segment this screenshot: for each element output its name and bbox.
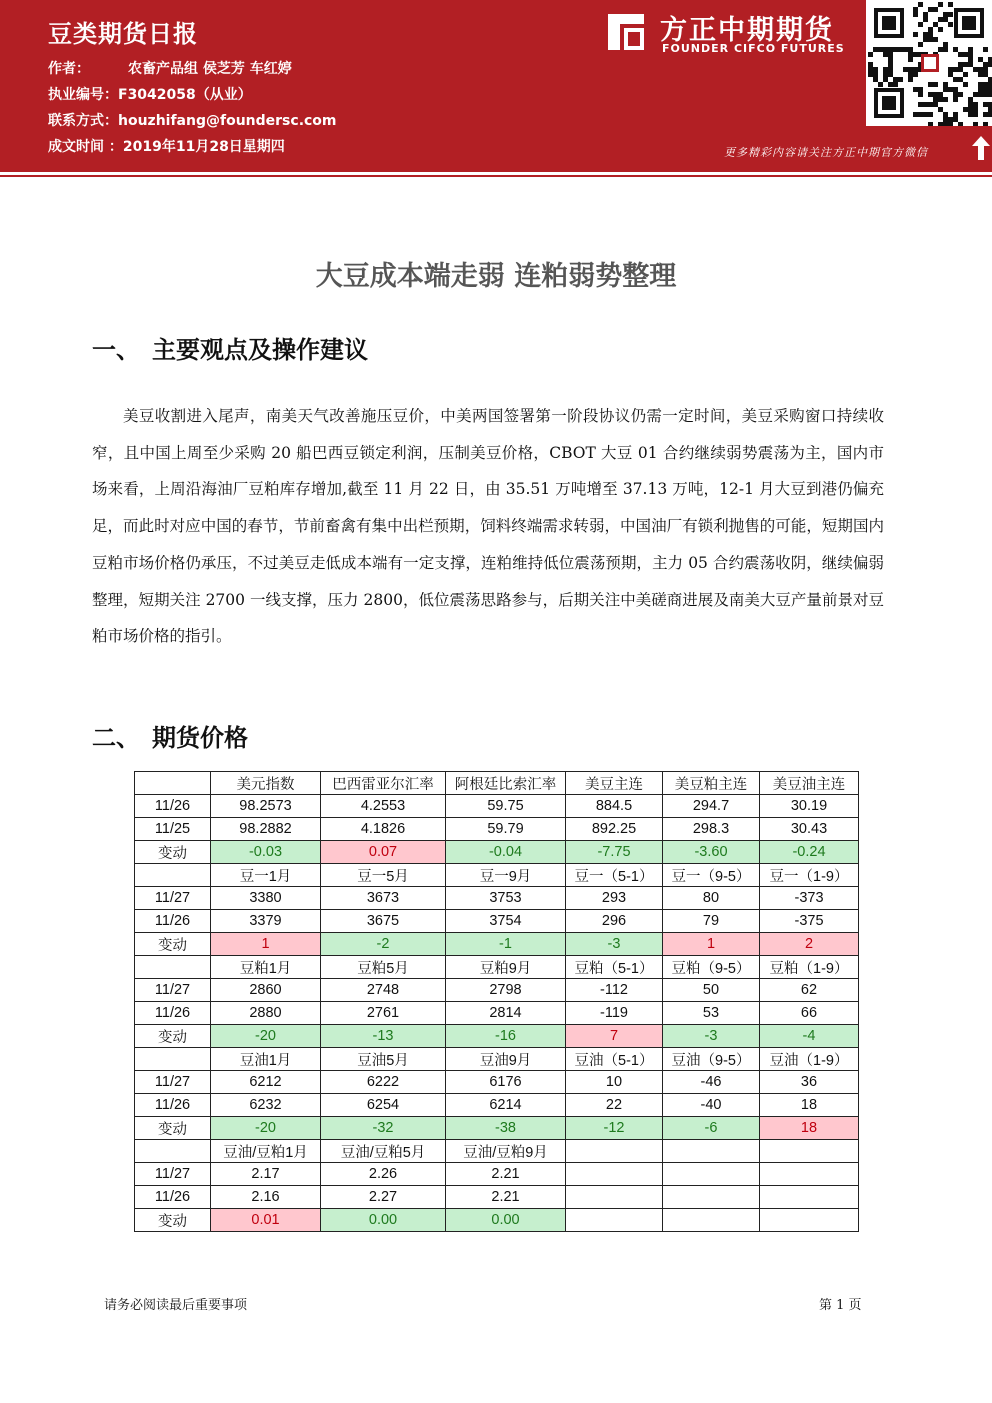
- row-label-cell: 变动: [135, 1209, 211, 1232]
- table-cell: 2880: [211, 1002, 321, 1025]
- table-row: [135, 910, 859, 933]
- table-cell: [566, 1140, 663, 1163]
- row-label-cell: 11/26: [135, 1186, 211, 1209]
- section-heading-1: [92, 330, 368, 365]
- table-cell: [663, 1186, 760, 1209]
- section-number: 一、: [92, 336, 140, 364]
- table-cell: 2798: [446, 979, 566, 1002]
- table-cell: 豆粕（9-5）: [663, 956, 760, 979]
- table-cell: 6232: [211, 1094, 321, 1117]
- table-cell: 豆油（1-9）: [760, 1048, 859, 1071]
- table-cell: 18: [760, 1094, 859, 1117]
- row-label-cell: [135, 1048, 211, 1071]
- table-cell: 884.5: [566, 795, 663, 818]
- table-cell: [566, 1209, 663, 1232]
- table-cell: [663, 1140, 760, 1163]
- table-cell: 美豆主连: [566, 772, 663, 795]
- table-cell: -0.04: [446, 841, 566, 864]
- table-cell: 53: [663, 1002, 760, 1025]
- table-cell: 美元指数: [211, 772, 321, 795]
- futures-price-table: [134, 771, 859, 1232]
- table-cell: -46: [663, 1071, 760, 1094]
- summary-paragraph: 美豆收割进入尾声，南美天气改善施压豆价，中美两国签署第一阶段协议仍需一定时间，美豆采购窗口持续收窄，且中国上周至少采购 20 船巴西豆锁定利润，压制美豆价格，CBOT 大豆 01 合约继续弱势震荡为主，国内市场来看，上周沿海油厂豆粕库存增加,截至 11 月 22 日，由 35.51 万吨增至 37.13 万吨，12-1 月大豆到港仍偏充足，而此时对应中国的春节，节前畜禽有集中出栏预期，饲料终端需求转弱，中国油厂有锁利抛售的可能，短期国内豆粕市场价格仍承压，不过美豆走低成本端有一定支撑，连粕维持低位震荡预期，主力 05 合约震荡收阴，继续偏弱整理，短期关注 2700 一线支撑，压力 2800，低位震荡思路参与，后期关注中美磋商进展及南美大豆产量前景对豆粕市场价格的指引。: [92, 407, 884, 646]
- table-cell: 2.21: [446, 1186, 566, 1209]
- table-cell: 0.00: [446, 1209, 566, 1232]
- table-cell: 1: [211, 933, 321, 956]
- table-cell: -20: [211, 1117, 321, 1140]
- license-value: F3042058（从业）: [118, 87, 252, 103]
- table-cell: 豆一（9-5）: [663, 864, 760, 887]
- table-cell: 豆粕5月: [321, 956, 446, 979]
- table-cell: 6212: [211, 1071, 321, 1094]
- table-cell: 豆油9月: [446, 1048, 566, 1071]
- header-divider: [0, 172, 992, 175]
- table-cell: 892.25: [566, 818, 663, 841]
- table-cell: -0.03: [211, 841, 321, 864]
- table-cell: -32: [321, 1117, 446, 1140]
- footer-notice: 请务必阅读最后重要事项: [104, 1298, 248, 1313]
- table-row: [135, 841, 859, 864]
- row-label-cell: [135, 1140, 211, 1163]
- contact-line: [48, 110, 337, 130]
- table-cell: 6176: [446, 1071, 566, 1094]
- table-cell: 豆油（5-1）: [566, 1048, 663, 1071]
- table-cell: 2748: [321, 979, 446, 1002]
- table-cell: 0.01: [211, 1209, 321, 1232]
- table-row: [135, 887, 859, 910]
- table-cell: 2814: [446, 1002, 566, 1025]
- table-cell: 美豆油主连: [760, 772, 859, 795]
- row-label-cell: 11/27: [135, 887, 211, 910]
- table-cell: 豆油（9-5）: [663, 1048, 760, 1071]
- table-cell: 62: [760, 979, 859, 1002]
- up-arrow-icon: [972, 136, 990, 160]
- table-cell: 豆一9月: [446, 864, 566, 887]
- table-cell: 2.21: [446, 1163, 566, 1186]
- table-cell: 豆粕（1-9）: [760, 956, 859, 979]
- table-row: [135, 1094, 859, 1117]
- author-line: [48, 58, 292, 78]
- table-cell: -13: [321, 1025, 446, 1048]
- table-cell: 18: [760, 1117, 859, 1140]
- table-cell: 59.75: [446, 795, 566, 818]
- qr-code-icon: [866, 0, 992, 126]
- table-cell: 豆油1月: [211, 1048, 321, 1071]
- row-label-cell: 11/27: [135, 1071, 211, 1094]
- table-cell: 6254: [321, 1094, 446, 1117]
- row-label-cell: 11/26: [135, 1002, 211, 1025]
- license-line: [48, 84, 252, 104]
- table-cell: [663, 1209, 760, 1232]
- row-label-cell: 11/27: [135, 979, 211, 1002]
- founder-logo-icon: [604, 10, 648, 54]
- table-cell: 0.07: [321, 841, 446, 864]
- table-cell: 阿根廷比索汇率: [446, 772, 566, 795]
- table-cell: -3: [663, 1025, 760, 1048]
- table-row: [135, 795, 859, 818]
- table-cell: -2: [321, 933, 446, 956]
- row-label-cell: 变动: [135, 933, 211, 956]
- row-label-cell: 变动: [135, 841, 211, 864]
- author-label: 作者：: [48, 61, 90, 77]
- row-label-cell: 11/27: [135, 1163, 211, 1186]
- table-header-row: [135, 1140, 859, 1163]
- table-cell: 豆油5月: [321, 1048, 446, 1071]
- table-cell: 4.2553: [321, 795, 446, 818]
- table-cell: 2.26: [321, 1163, 446, 1186]
- table-cell: 79: [663, 910, 760, 933]
- table-cell: 30.43: [760, 818, 859, 841]
- table-row: [135, 1163, 859, 1186]
- table-header-row: [135, 956, 859, 979]
- table-cell: -373: [760, 887, 859, 910]
- document-title: 大豆成本端走弱 连粕弱势整理: [315, 261, 677, 292]
- table-cell: 豆油/豆粕9月: [446, 1140, 566, 1163]
- table-cell: -38: [446, 1117, 566, 1140]
- table-cell: -40: [663, 1094, 760, 1117]
- table-cell: 59.79: [446, 818, 566, 841]
- table-cell: 4.1826: [321, 818, 446, 841]
- table-cell: 30.19: [760, 795, 859, 818]
- table-cell: -6: [663, 1117, 760, 1140]
- table-cell: -375: [760, 910, 859, 933]
- wechat-slogan: 更多精彩内容请关注方正中期官方微信: [724, 146, 928, 159]
- section-title: 主要观点及操作建议: [152, 336, 368, 364]
- table-cell: 22: [566, 1094, 663, 1117]
- table-row: [135, 1117, 859, 1140]
- company-logo: [604, 8, 860, 58]
- table-cell: 3379: [211, 910, 321, 933]
- table-row: [135, 933, 859, 956]
- row-label-cell: [135, 772, 211, 795]
- date-line: [48, 136, 285, 156]
- section-title: 期货价格: [152, 724, 248, 752]
- row-label-cell: 11/26: [135, 795, 211, 818]
- table-cell: 0.00: [321, 1209, 446, 1232]
- table-cell: 美豆粕主连: [663, 772, 760, 795]
- table-cell: 2.16: [211, 1186, 321, 1209]
- table-header-row: [135, 864, 859, 887]
- table-row: [135, 818, 859, 841]
- table-cell: 80: [663, 887, 760, 910]
- table-cell: 豆一1月: [211, 864, 321, 887]
- table-row: [135, 1025, 859, 1048]
- report-title: 豆类期货日报: [48, 20, 198, 48]
- logo-english-name: FOUNDER CIFCO FUTURES: [662, 42, 845, 55]
- table-cell: 98.2573: [211, 795, 321, 818]
- table-cell: [760, 1163, 859, 1186]
- table-cell: -3.60: [663, 841, 760, 864]
- row-label-cell: [135, 864, 211, 887]
- table-cell: 豆油/豆粕1月: [211, 1140, 321, 1163]
- table-cell: 2: [760, 933, 859, 956]
- date-value: 2019年11月28日星期四: [122, 139, 285, 155]
- contact-email[interactable]: houzhifang@foundersc.com: [118, 113, 337, 129]
- page-number: 第 1 页: [819, 1298, 862, 1313]
- logo-chinese-name: 方正中期期货: [660, 15, 834, 46]
- table-cell: 巴西雷亚尔汇率: [321, 772, 446, 795]
- section-heading-2: [92, 718, 248, 753]
- date-label: 成文时间 ：: [48, 139, 123, 155]
- row-label-cell: 11/26: [135, 1094, 211, 1117]
- table-cell: [566, 1186, 663, 1209]
- table-cell: -0.24: [760, 841, 859, 864]
- table-cell: -3: [566, 933, 663, 956]
- table-cell: 2761: [321, 1002, 446, 1025]
- row-label-cell: 变动: [135, 1025, 211, 1048]
- table-cell: -7.75: [566, 841, 663, 864]
- table-cell: 7: [566, 1025, 663, 1048]
- table-header-row: [135, 1048, 859, 1071]
- row-label-cell: [135, 956, 211, 979]
- table-cell: -1: [446, 933, 566, 956]
- row-label-cell: 11/25: [135, 818, 211, 841]
- table-cell: -16: [446, 1025, 566, 1048]
- table-cell: -20: [211, 1025, 321, 1048]
- table-cell: [566, 1163, 663, 1186]
- table-header-row: [135, 772, 859, 795]
- table-cell: 2860: [211, 979, 321, 1002]
- table-cell: 3753: [446, 887, 566, 910]
- table-row: [135, 1209, 859, 1232]
- table-cell: 98.2882: [211, 818, 321, 841]
- table-cell: 1: [663, 933, 760, 956]
- table-cell: [760, 1140, 859, 1163]
- table-cell: -112: [566, 979, 663, 1002]
- table-row: [135, 979, 859, 1002]
- table-cell: 36: [760, 1071, 859, 1094]
- table-cell: 豆粕9月: [446, 956, 566, 979]
- table-cell: 293: [566, 887, 663, 910]
- table-cell: 3675: [321, 910, 446, 933]
- table-cell: 294.7: [663, 795, 760, 818]
- table-cell: [663, 1163, 760, 1186]
- table-cell: 3380: [211, 887, 321, 910]
- table-cell: 10: [566, 1071, 663, 1094]
- section-number: 二、: [92, 724, 140, 752]
- table-row: [135, 1186, 859, 1209]
- report-header: [0, 0, 992, 163]
- table-cell: 296: [566, 910, 663, 933]
- table-cell: -4: [760, 1025, 859, 1048]
- table-cell: 298.3: [663, 818, 760, 841]
- table-cell: -119: [566, 1002, 663, 1025]
- row-label-cell: 变动: [135, 1117, 211, 1140]
- table-cell: 6222: [321, 1071, 446, 1094]
- table-cell: 2.17: [211, 1163, 321, 1186]
- table-cell: 豆油/豆粕5月: [321, 1140, 446, 1163]
- table-cell: 3673: [321, 887, 446, 910]
- table-cell: [760, 1209, 859, 1232]
- author-value: 农畜产品组 侯芝芳 车红婷: [128, 61, 292, 77]
- table-row: [135, 1071, 859, 1094]
- table-cell: -12: [566, 1117, 663, 1140]
- table-cell: 6214: [446, 1094, 566, 1117]
- license-label: 执业编号：: [48, 87, 118, 103]
- contact-label: 联系方式：: [48, 113, 118, 129]
- table-row: [135, 1002, 859, 1025]
- table-cell: 豆一5月: [321, 864, 446, 887]
- table-cell: 66: [760, 1002, 859, 1025]
- table-cell: 豆一（1-9）: [760, 864, 859, 887]
- table-cell: 3754: [446, 910, 566, 933]
- table-cell: 50: [663, 979, 760, 1002]
- table-cell: 豆粕1月: [211, 956, 321, 979]
- table-cell: 2.27: [321, 1186, 446, 1209]
- row-label-cell: 11/26: [135, 910, 211, 933]
- table-cell: 豆一（5-1）: [566, 864, 663, 887]
- table-cell: 豆粕（5-1）: [566, 956, 663, 979]
- table-cell: [760, 1186, 859, 1209]
